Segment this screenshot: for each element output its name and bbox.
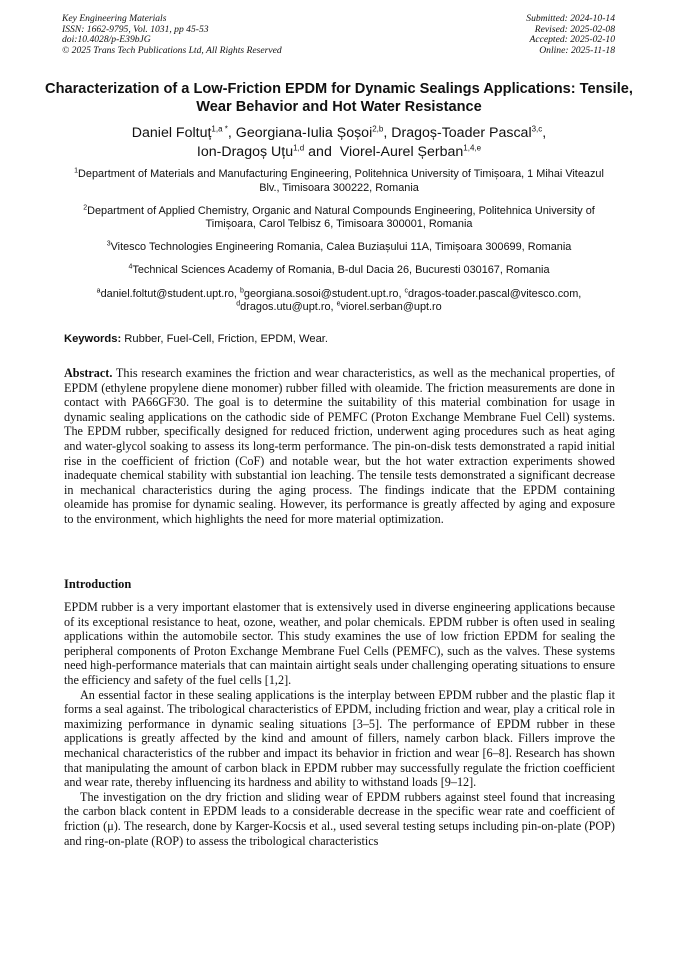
author-name: Daniel Foltuț (131, 125, 212, 141)
revised-date: Revised: 2025-02-08 (534, 23, 615, 35)
affiliation-text: Technical Sciences Academy of Romania, B-dul Dacia 26, Bucuresti 030167, Romania (132, 264, 550, 277)
affiliation-mark: 3 (106, 240, 111, 248)
abstract (64, 366, 615, 527)
paper-title: Characterization of a Low-Friction EPDM for Dynamic Sealings Applications: Tensile, Wear Behavior and Hot Water Resistance (45, 81, 633, 115)
email-address[interactable]: dragos.utu@upt.ro, (240, 301, 337, 314)
email-address[interactable]: viorel.serban@upt.ro (340, 301, 442, 314)
author-name: Ion-Dragoș Uțu (196, 144, 294, 160)
affiliation (68, 168, 610, 195)
intro-paragraph: EPDM rubber is a very important elastomer that is extensively used in diverse engineering applications because of its exceptional resistance to heat, ozone, weather, and polar chemicals. EPDM rubber is often used in sealing applications within the automobile sector. This study examines the use of low friction EPDM for sealing the peripheral components of Proton Exchange Membrane Fuel Cells (PEMFC), such as the valves. These systems need high-performance materials that can maintain airtight seals under challenging operating situations to ensure the efficiency and safety of the fuel cells [1,2]. (64, 600, 615, 687)
author-affil-mark: 1,4,e (463, 143, 482, 153)
author-affil-mark: 1,a * (211, 124, 228, 134)
author-affil-mark: 2,b (372, 124, 384, 134)
abstract-text: This research examines the friction and wear characteristics, as well as the mechanical properties, of EPDM (ethylene propylene diene monomer) rubber filled with oleamide. The friction measurements are done in contact with PA66GF30. The goal is to determine the suitability of this material combination for usage in dynamic sealing applications on the cathodic side of PEMFC (Proton Exchange Membrane Fuel Cell) systems. The EPDM rubber, specifically designed for reduced friction, underwent aging procedures such as heat aging and water-glycol soaking to assess its long-term performance. The pin-on-disk tests demonstrated a rapid initial rise in the coefficient of friction (CoF) and notable wear, but the hot water extraction experiments showed inadequate chemical stability with substantial ion leaching. The tensile tests demonstrated a significant decrease in mechanical characteristics during the aging process. The findings indicate that the EPDM containing oleamide has promise for dynamic sealing. However, its performance is greatly affected by aging and exposure to the environment, which highlights the need for more material optimization. (64, 366, 615, 526)
email-mark: e (336, 300, 341, 308)
email-mark: c (404, 286, 409, 294)
email-list (68, 288, 610, 315)
affiliation-text: Department of Materials and Manufacturing Engineering, Politehnica University of Timișoara, 1 Mihai Viteazul Blv., Timisoara 300222, Romania (78, 168, 604, 194)
intro-paragraph: An essential factor in these sealing applications is the interplay between EPDM rubber and the plastic flap it forms a seal against. The tribological characteristics of EPDM, including friction and wear, play a critical role in maximizing performance in dynamic sealing situations [3–5]. The performance of EPDM rubber in these applications is greatly affected by the kind and amount of fillers, namely carbon black. Fillers improve the mechanical characteristics of the rubber and impact its behavior in friction and wear [6–8]. Research has shown that manipulating the amount of carbon black in EPDM rubber may successfully regulate the friction coefficient and wear rate, thereby influencing its hardness and ability to withstand loads [9–12]. (64, 687, 615, 790)
email-mark: d (236, 300, 241, 308)
abstract-label: Abstract. (64, 366, 113, 380)
author-separator: , (542, 125, 547, 141)
affiliation (68, 205, 610, 232)
author-list (40, 124, 638, 162)
affiliation-mark: 4 (128, 263, 133, 271)
affiliation-text: Department of Applied Chemistry, Organic and Natural Compounds Engineering, Politehnica University of Timișoara, Carol Telbisz 6, Timisoara 300001, Romania (87, 204, 595, 231)
online-date: Online: 2025-11-18 (539, 44, 615, 56)
keywords-text: Rubber, Fuel-Cell, Friction, EPDM, Wear. (121, 333, 329, 345)
journal-info (62, 14, 282, 56)
author-name: Dragoș-Toader Pascal (391, 125, 532, 141)
submission-dates (526, 14, 615, 56)
author-separator: , (227, 125, 236, 141)
affiliation-mark: 1 (74, 167, 79, 175)
affiliation (68, 241, 610, 255)
email-address[interactable]: daniel.foltut@student.upt.ro, (100, 287, 240, 300)
intro-paragraph: The investigation on the dry friction and sliding wear of EPDM rubbers against steel found that increasing the carbon black content in EPDM leads to a considerable decrease in the specific wear rate and coefficient of friction (μ). The research, done by Karger-Kocsis et al., used several testing setups including pin-on-plate (POP) and ring-on-plate (ROP) to assess the tribological characteristics (64, 789, 615, 848)
email-mark: b (240, 286, 244, 294)
accepted-date: Accepted: 2025-02-10 (529, 34, 615, 46)
copyright: © 2025 Trans Tech Publications Ltd, All Rights Reserved (62, 44, 282, 56)
author-affil-mark: 1,d (293, 143, 305, 153)
keywords-label: Keywords: (64, 333, 122, 345)
affiliation (68, 264, 610, 278)
introduction-body (64, 600, 615, 848)
affiliation-mark: 2 (83, 204, 88, 212)
email-mark: a (96, 286, 101, 294)
doi: doi:10.4028/p-E39bJG (62, 34, 151, 46)
author-separator: , (383, 125, 392, 141)
journal-name: Key Engineering Materials (62, 13, 167, 24)
author-affil-mark: 3,c (531, 124, 543, 134)
issn-volume: ISSN: 1662-9795, Vol. 1031, pp 45-53 (62, 23, 209, 35)
email-address[interactable]: dragos-toader.pascal@vitesco.com, (408, 287, 582, 300)
author-name: Georgiana-Iulia Șoșoi (235, 125, 373, 141)
keywords (64, 332, 614, 346)
author-name: Viorel-Aurel Șerban (339, 144, 464, 160)
email-address[interactable]: georgiana.sosoi@student.upt.ro, (243, 287, 405, 300)
affiliations (68, 168, 610, 324)
affiliation-text: Vitesco Technologies Engineering Romania, Calea Buziașului 11A, Timișoara 300699, Romania (110, 241, 572, 254)
author-separator: and (304, 144, 336, 160)
submitted-date: Submitted: 2024-10-14 (526, 13, 615, 24)
section-heading-introduction: Introduction (64, 577, 132, 591)
